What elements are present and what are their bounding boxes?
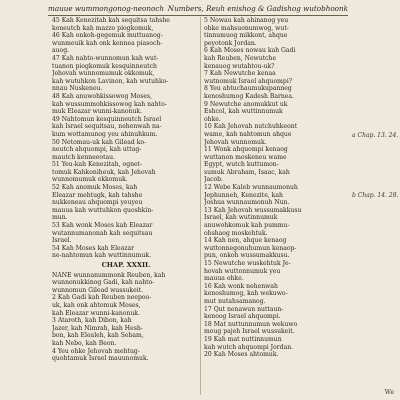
text-line: kah wussummohkissowog kah nahto- bbox=[52, 100, 167, 108]
text-line: uk, kah onk ahtomuk Moses, bbox=[52, 301, 141, 309]
header-right: Numbers, Reuh enishog & Gadishog wutobhoonk bbox=[167, 4, 348, 13]
text-line: kenoshumog, kah wekuwo- bbox=[204, 290, 288, 298]
text-line: moug pajeh Israel wussukeit. bbox=[204, 328, 295, 336]
text-line: pun, onkoh wussumakkusu. bbox=[204, 252, 290, 260]
text-line: quohtamuk Israel mauunomuk. bbox=[52, 355, 149, 363]
text-line: Jazer, kah Nimrah, kah Hesh- bbox=[52, 324, 143, 332]
right-column bbox=[204, 17, 352, 395]
catchword: We bbox=[384, 389, 394, 396]
text-line: kah Eleazar wunni-kanonuk. bbox=[52, 309, 140, 317]
text-line: 51 Yeu-kah Kenezitah, ognet- bbox=[52, 161, 143, 169]
text-line: nukkeneau ahquompi yeuyeu bbox=[52, 199, 143, 207]
text-line: mauua ohke. bbox=[204, 275, 244, 283]
text-line: mautch kenneeotau. bbox=[52, 153, 116, 161]
text-line: wunmeuik kah onk kennea piasoch- bbox=[52, 39, 163, 47]
text-line: Jehovah wunnomuk. bbox=[204, 138, 267, 146]
text-line: mut nutahsamanog. bbox=[204, 297, 266, 305]
text-line: 4 Yeu ohke Jehovah mehtug- bbox=[52, 347, 140, 355]
text-line: kenoog Israel ahquompi. bbox=[204, 313, 281, 321]
text-line: 13 Kah Jehovah wussumakkusu bbox=[204, 206, 302, 214]
text-line: 50 Netomau-uk kah Gilead ko- bbox=[52, 138, 147, 146]
text-line: 6 Kah Moses nowau kah Gadi bbox=[204, 47, 296, 55]
text-line: kah wutch ahquompi Jordan. bbox=[204, 343, 294, 351]
text-line: 19 Kah mat nuttinnumun bbox=[204, 335, 282, 343]
text-line: 46 Kah onkoh-gegemuk muttuanog- bbox=[52, 32, 163, 40]
text-line: wutnomuk Israel ahquompi? bbox=[204, 77, 293, 85]
text-line: wuttanon moskeneu wame bbox=[204, 153, 287, 161]
left-column bbox=[52, 17, 200, 395]
text-line: 7 Kah Newutche kenaa bbox=[204, 70, 276, 78]
text-line: sumuk Abraham, Isaac, kah bbox=[204, 168, 290, 176]
text-line: mauua kah wuttuhkon quoshkin- bbox=[52, 206, 154, 214]
text-line: wame, kah nahtomun ahque bbox=[204, 130, 292, 138]
text-line: nnau Nuskeneu. bbox=[52, 85, 103, 93]
text-line: kum wottamunog yeu ahinuhkum. bbox=[52, 130, 158, 138]
text-line: kenoshumog Kadesh Barnea. bbox=[204, 92, 294, 100]
text-line: 5 Nowau kah ahinanog yeu bbox=[204, 17, 289, 24]
text-line: 10 Kah Jehovah nutchuhkeont bbox=[204, 123, 298, 131]
text-line: Israel. bbox=[52, 237, 72, 245]
text-line: tomuk Kahkoniheuk, kah Jehovah bbox=[52, 168, 156, 176]
text-line: 8 Yeu ahtuchaumukupanneg bbox=[204, 85, 292, 93]
text-line: anuwohkomuk kah pummu- bbox=[204, 222, 290, 230]
text-line: 52 Kah anomuk Moses, kah bbox=[52, 184, 138, 192]
text-line: kah wutuhkon Lavinon, kah wutuhko- bbox=[52, 77, 169, 85]
text-line: 47 Kah nahto-wunnomun kah wut- bbox=[52, 54, 159, 62]
text-line: 16 Kah wonk nehenwah bbox=[204, 282, 278, 290]
text-line: wunnomumuk okkomuk. bbox=[52, 176, 128, 184]
text-line: peyotonk Jordan. bbox=[204, 39, 257, 47]
text-line: 18 Mat nuttunnumun wekuwo bbox=[204, 320, 298, 328]
text-line: 49 Nahtomun kesquinneutch Israel bbox=[52, 115, 162, 123]
text-line: mun. bbox=[52, 214, 68, 222]
text-line: kah Reuben, Newutche bbox=[204, 54, 277, 62]
text-line: Jehovah wunnomumuk okkomuk, bbox=[52, 70, 155, 78]
text-line: koneutch kah mazzo piogkomuk, bbox=[52, 24, 154, 32]
header-left: mauue wummongonog-neonoch bbox=[48, 4, 165, 13]
text-line: tuanon piogkomuk kesquinneutch bbox=[52, 62, 157, 70]
margin-note: a Chap. 13. 24. bbox=[352, 132, 399, 139]
text-line: wuttonnegonuhumun kenaop- bbox=[204, 244, 297, 252]
text-line: Jacob. bbox=[204, 176, 223, 184]
text-line: 12 Webe Kaleb wunnaumonuh bbox=[204, 184, 298, 192]
text-line: auog. bbox=[52, 47, 70, 55]
margin-note: b Chap. 14. 28. bbox=[352, 192, 399, 199]
text-line: neutch ahquompi, kah uttag- bbox=[52, 146, 142, 154]
text-line: wunnonukkinog Gadi, kah nahto- bbox=[52, 279, 155, 287]
text-line: wunnomun Gilead wussukeit. bbox=[52, 286, 144, 294]
text-line: ne-nahtomun kah wuttinnumuk. bbox=[52, 252, 152, 260]
column-divider bbox=[200, 17, 201, 395]
text-line: Eshcol, kah wuttinnumuk bbox=[204, 108, 283, 116]
text-line: Eleazar mehtugk, kah tahshe bbox=[52, 191, 143, 199]
text-line: hovah wuttonnumuk yeu bbox=[204, 267, 281, 275]
text-line: ohke mahsuonumwog, wut- bbox=[204, 24, 289, 32]
text-line: ohshaog moskehtuk. bbox=[204, 229, 268, 237]
text-line: kenauog wutahtou-uk? bbox=[204, 62, 275, 70]
text-line: 20 Kah Moses ahtomuk. bbox=[204, 351, 279, 359]
text-line: 53 Kah wonk Moses kah Eleazar bbox=[52, 222, 153, 230]
text-line: 2 Kah Gadi kah Reuben neepoo- bbox=[52, 294, 152, 302]
text-line: tinnumuog mikkont, ahque bbox=[204, 32, 288, 40]
margin-notes bbox=[352, 0, 399, 400]
chapter-heading: CHAP. XXXII. bbox=[101, 261, 151, 269]
text-line: Jephunneh, Kenezite, kah bbox=[204, 191, 283, 199]
text-line: 54 Kah Moses kah Eleazar bbox=[52, 244, 135, 252]
text-line: muk Eleazar wunni-kanonuk. bbox=[52, 108, 143, 116]
text-line: kah Nebo, kah Beon. bbox=[52, 339, 117, 347]
text-line: 9 Newutche anomukkut uk bbox=[204, 100, 288, 108]
text-line: kah Israel sequitsau, nehenwah na- bbox=[52, 123, 162, 131]
header-rule bbox=[48, 15, 348, 16]
text-line: 17 Qut nenawun nuttaun- bbox=[204, 305, 284, 313]
text-line: ohke. bbox=[204, 115, 221, 123]
text-line: bon, kah Elealeh, kah Sebam, bbox=[52, 332, 144, 340]
text-line: 45 Kah Kenezitah kah sequitsa tahshe bbox=[52, 17, 170, 24]
text-line: Israel, kah wutinnumuk bbox=[204, 214, 278, 222]
text-line: wutannumanonah kah sequitsau bbox=[52, 229, 153, 237]
text-line: 14 Kah nen, ahque kenaog bbox=[204, 237, 287, 245]
text-line: 11 Wonk ahquompi kenaog bbox=[204, 146, 288, 154]
text-line: Joshua wunnaumonuh Nun. bbox=[204, 199, 290, 207]
text-line: Egypt, wutch kuttumon- bbox=[204, 161, 279, 169]
text-line: NANE wunnanummonk Reuben, kah bbox=[52, 271, 166, 279]
text-line: 3 Ataroth, kah Dibon, kah bbox=[52, 317, 132, 325]
text-line: 15 Newutche wuskehtuk Je- bbox=[204, 260, 291, 267]
text-line: 48 Kah anuwohkissowog Moses, bbox=[52, 92, 153, 100]
